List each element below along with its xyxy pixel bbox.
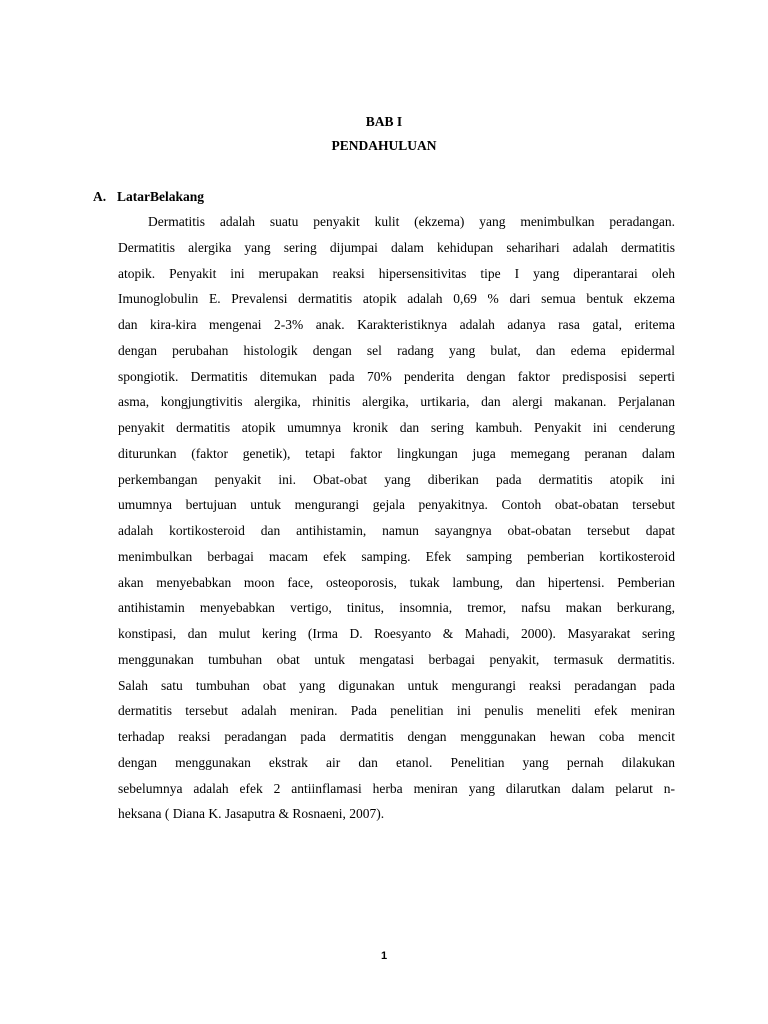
paragraph-line: dengan menggunakan ekstrak air dan etanol. Penelitian yang pernah dilakukan bbox=[118, 754, 675, 770]
paragraph-line: Dermatitis alergika yang sering dijumpai dalam kehidupan seharihari adalah dermatitis bbox=[118, 239, 675, 255]
paragraph-line: heksana ( Diana K. Jasaputra & Rosnaeni, 2007). bbox=[118, 806, 385, 822]
paragraph-line: Dermatitis adalah suatu penyakit kulit (ekzema) yang menimbulkan peradangan. bbox=[148, 214, 675, 229]
page-number: 1 bbox=[380, 950, 388, 962]
paragraph-line: diturunkan (faktor genetik), tetapi faktor lingkungan juga memegang peranan dalam bbox=[118, 445, 675, 461]
paragraph-line: spongiotik. Dermatitis ditemukan pada 70% penderita dengan faktor predisposisi seperti bbox=[118, 368, 675, 384]
paragraph-line: menimbulkan berbagai macam efek samping. Efek samping pemberian kortikosteroid bbox=[118, 548, 675, 564]
paragraph-line: Imunoglobulin E. Prevalensi dermatitis atopik adalah 0,69 % dari semua bentuk ekzema bbox=[118, 291, 675, 307]
paragraph-line: dermatitis tersebut adalah meniran. Pada penelitian ini penulis meneliti efek meniran bbox=[118, 703, 675, 719]
paragraph-line: dan kira-kira mengenai 2-3% anak. Karakteristiknya adalah adanya rasa gatal, eritema bbox=[118, 317, 675, 332]
section-title: LatarBelakang bbox=[117, 189, 205, 204]
paragraph-line: perkembangan penyakit ini. Obat-obat yang diberikan pada dermatitis atopik ini bbox=[118, 471, 675, 487]
paragraph-line: penyakit dermatitis atopik umumnya kronik dan sering kambuh. Penyakit ini cenderung bbox=[118, 420, 675, 435]
chapter-title: PENDAHULUAN bbox=[331, 138, 437, 153]
paragraph-line: adalah kortikosteroid dan antihistamin, namun sayangnya obat-obatan tersebut dapat bbox=[118, 523, 675, 538]
body-paragraph bbox=[118, 209, 675, 827]
paragraph-line: asma, kongjungtivitis alergika, rhinitis alergika, urtikaria, dan alergi makanan. Perjalanan bbox=[118, 394, 675, 410]
section-heading bbox=[93, 189, 204, 205]
paragraph-line: Salah satu tumbuhan obat yang digunakan untuk mengurangi reaksi peradangan pada bbox=[118, 677, 675, 693]
paragraph-line: akan menyebabkan moon face, osteoporosis, tukak lambung, dan hipertensi. Pemberian bbox=[118, 574, 675, 590]
chapter-number: BAB I bbox=[365, 114, 403, 129]
paragraph-line: antihistamin menyebabkan vertigo, tinitus, insomnia, tremor, nafsu makan berkurang, bbox=[118, 600, 675, 616]
section-marker: A. bbox=[93, 189, 107, 204]
paragraph-line: terhadap reaksi peradangan pada dermatitis dengan menggunakan hewan coba mencit bbox=[118, 729, 675, 744]
paragraph-line: konstipasi, dan mulut kering (Irma D. Roesyanto & Mahadi, 2000). Masyarakat sering bbox=[118, 626, 675, 641]
paragraph-line: atopik. Penyakit ini merupakan reaksi hipersensitivitas tipe I yang diperantarai oleh bbox=[118, 265, 675, 281]
paragraph-line: menggunakan tumbuhan obat untuk mengatasi berbagai penyakit, termasuk dermatitis. bbox=[118, 651, 675, 667]
paragraph-line: umumnya bertujuan untuk mengurangi gejala penyakitnya. Contoh obat-obatan tersebut bbox=[118, 497, 675, 513]
paragraph-line: dengan perubahan histologik dengan sel radang yang bulat, dan edema epidermal bbox=[118, 342, 675, 358]
paragraph-line: sebelumnya adalah efek 2 antiinflamasi herba meniran yang dilarutkan dalam pelarut n- bbox=[118, 780, 675, 796]
